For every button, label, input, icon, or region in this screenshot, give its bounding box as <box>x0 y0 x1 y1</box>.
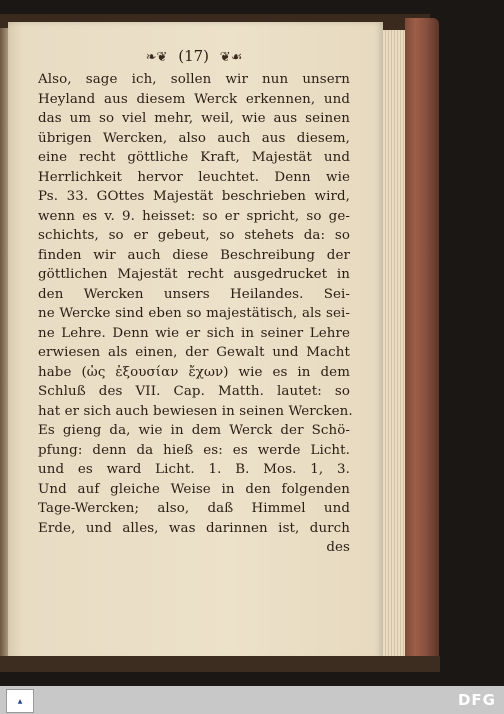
page-text-block <box>38 44 353 558</box>
text-line: übrigen Wercken, also auch aus diesem, <box>38 130 350 146</box>
text-line: das um so viel mehr, weil, wie aus seinen <box>38 111 350 126</box>
library-logo-icon[interactable]: ▲ <box>6 689 34 713</box>
text-line: wenn es v. 9. heisset: so er spricht, so ge- <box>38 208 350 224</box>
text-lines <box>38 70 353 558</box>
text-line: und es ward Licht. 1. B. Mos. 1, 3. <box>38 462 350 477</box>
text-line: hat er sich auch bewiesen in seinen Wercken. <box>38 403 353 419</box>
book-bottom-edge <box>0 656 440 672</box>
text-line: habe (ὡς ἐξουσίαν ἔχων) wie es in dem <box>38 364 350 380</box>
viewer-footer <box>0 686 504 714</box>
catchword: des <box>326 540 350 555</box>
text-line: ne Lehre. Denn wie er sich in seiner Lehre <box>38 325 350 341</box>
text-line: göttlichen Majestät recht ausgedrucket in <box>38 267 350 282</box>
text-line: Also, sage ich, sollen wir nun unsern <box>38 72 350 87</box>
text-line: pfung: denn da hieß es: es werde Licht. <box>38 442 350 458</box>
page-stack-edge <box>383 30 405 658</box>
book-cover-edge <box>405 18 439 666</box>
text-line: erwiesen als einen, der Gewalt und Macht <box>38 345 350 360</box>
text-line: den Wercken unsers Heilandes. Sei- <box>38 286 350 302</box>
text-line: eine recht göttliche Kraft, Majestät und <box>38 150 350 165</box>
page-header <box>38 44 350 68</box>
page-number: (17) <box>178 47 210 65</box>
text-line: Herrlichkeit hervor leuchtet. Denn wie <box>38 169 350 185</box>
text-line: Tage-Wercken; also, daß Himmel und <box>38 501 350 516</box>
text-line: ne Wercke sind eben so majestätisch, als sei- <box>38 306 350 321</box>
text-line: Und auf gleiche Weise in den folgenden <box>38 481 350 497</box>
text-line: schichts, so er gebeut, so stehets da: so <box>38 228 350 243</box>
ornament-right-icon: ❦☙ <box>219 50 243 65</box>
text-line: Schluß des VII. Cap. Matth. lautet: so <box>38 384 350 399</box>
text-line: Erde, und alles, was darinnen ist, durch <box>38 520 350 536</box>
dfg-logo: DFG <box>457 691 496 709</box>
text-line: finden wir auch diese Beschreibung der <box>38 247 350 263</box>
text-line: Es gieng da, wie in dem Werck der Schö- <box>38 423 350 438</box>
text-line: Heyland aus diesem Werck erkennen, und <box>38 91 350 107</box>
text-line: Ps. 33. GOttes Majestät beschrieben wird, <box>38 189 350 204</box>
ornament-left-icon: ❧❦ <box>145 50 168 65</box>
